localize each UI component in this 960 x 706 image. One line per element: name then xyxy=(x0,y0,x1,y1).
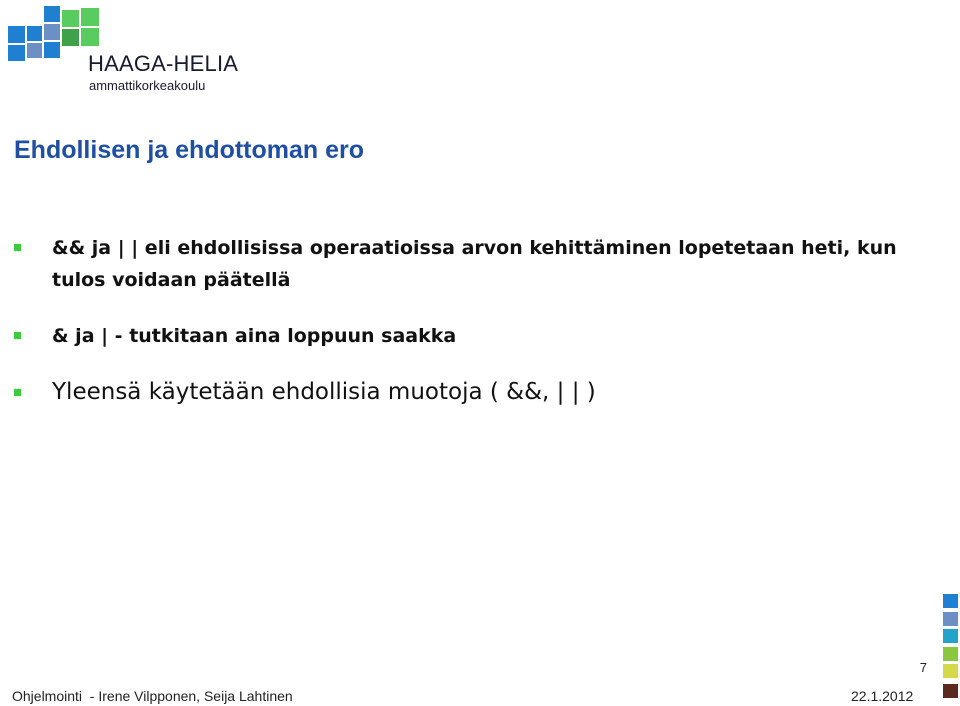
logo-square xyxy=(62,10,79,27)
logo-square xyxy=(27,26,42,41)
bullet-item xyxy=(14,232,914,296)
decoration-square xyxy=(943,664,958,678)
logo-square xyxy=(8,45,25,61)
footer-author: Ohjelmointi - Irene Vilpponen, Seija Lahtinen xyxy=(12,688,293,704)
logo-square xyxy=(44,24,60,40)
bullet-list xyxy=(14,232,914,410)
decoration-square xyxy=(943,594,958,608)
page-number: 7 xyxy=(919,660,927,675)
bullet-square-icon xyxy=(14,332,21,339)
logo-square xyxy=(27,43,42,58)
logo-square xyxy=(44,6,60,22)
logo-square xyxy=(81,8,99,26)
haaga-helia-logo xyxy=(8,6,248,96)
bullet-item xyxy=(14,374,914,410)
bullet-square-icon xyxy=(14,389,21,396)
footer-date: 22.1.2012 xyxy=(851,688,914,704)
logo-square xyxy=(44,42,60,58)
bullet-text: & ja | - tutkitaan aina loppuun saakka xyxy=(52,325,457,347)
logo-wordmark: HAAGA-HELIA xyxy=(88,51,239,76)
decoration-square xyxy=(943,629,958,643)
logo-square xyxy=(62,29,79,46)
logo-square xyxy=(81,28,99,46)
decoration-square xyxy=(943,612,958,626)
decoration-square xyxy=(943,647,958,661)
bullet-item xyxy=(14,320,914,352)
slide-title: Ehdollisen ja ehdottoman ero xyxy=(14,136,365,164)
decoration-square xyxy=(943,684,958,698)
bullet-text: Yleensä käytetään ehdollisia muotoja ( &&, | | ) xyxy=(52,379,596,405)
bullet-text: && ja | | eli ehdollisissa operaatioissa arvon kehittäminen lopetetaan heti, kun tulos voidaan päätellä xyxy=(52,237,897,291)
corner-decoration xyxy=(943,594,959,704)
logo-square xyxy=(8,26,25,43)
bullet-square-icon xyxy=(14,244,21,251)
logo-subtitle: ammattikorkeakoulu xyxy=(89,78,206,93)
